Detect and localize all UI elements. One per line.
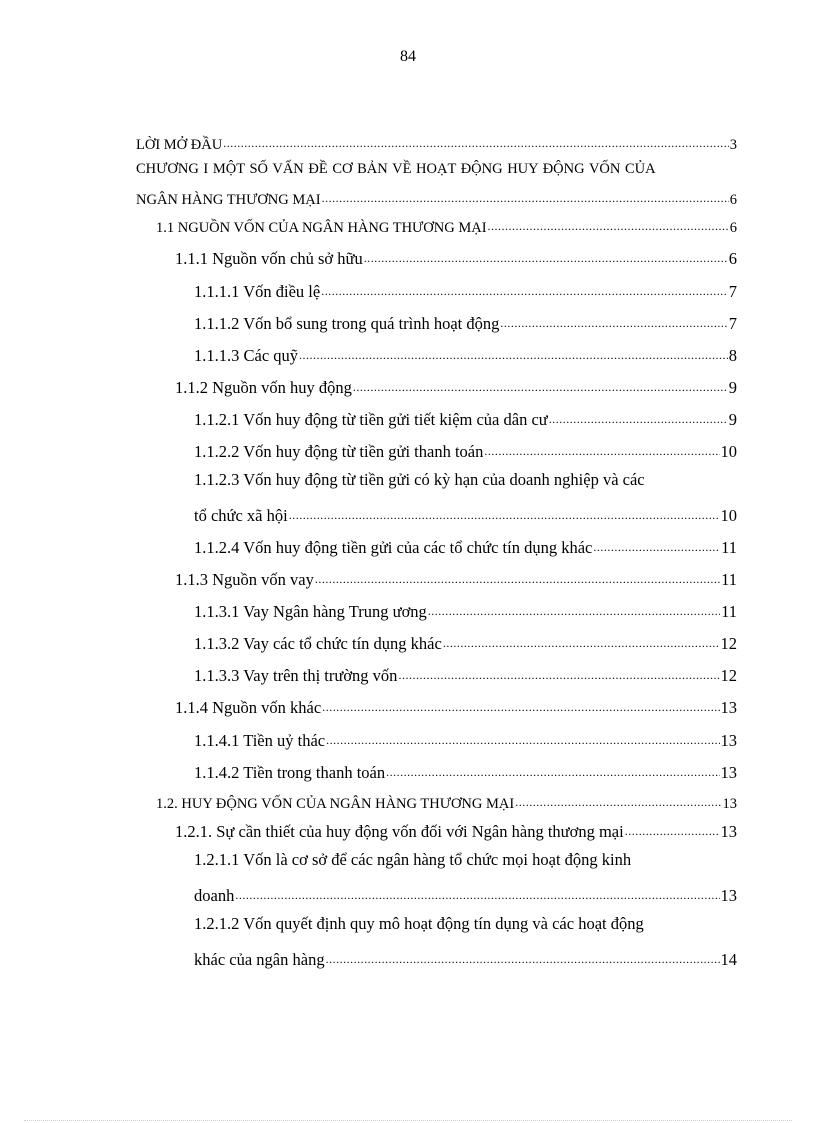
dot-leader	[386, 761, 719, 778]
toc-entry-page: 9	[728, 377, 737, 397]
toc-entry-label: 1.1.1 Nguồn vốn chủ sở hữu	[175, 248, 363, 268]
dot-leader	[321, 280, 728, 297]
toc-entry-page: 10	[720, 441, 737, 461]
toc-entry-chuong-1[interactable]	[136, 189, 737, 207]
toc-entry-label: 1.1.1.3 Các quỹ	[194, 345, 299, 365]
toc-entry-label: 1.1.4 Nguồn vốn khác	[175, 697, 322, 717]
toc-entry-1-1-2[interactable]	[175, 376, 737, 396]
toc-entry-1-2-1-1-line1[interactable]: 1.2.1.1 Vốn là cơ sở để các ngân hàng tổ chức mọi hoạt động kinh	[194, 850, 632, 869]
toc-entry-1-2-1-2[interactable]	[194, 948, 737, 968]
toc-entry-label: NGÂN HÀNG THƯƠNG MẠI	[136, 191, 321, 208]
toc-entry-1-1-1-2[interactable]	[194, 312, 737, 332]
toc-entry-1-1-2-1[interactable]	[194, 408, 737, 428]
dot-leader	[299, 344, 728, 361]
toc-entry-page: 13	[720, 762, 737, 782]
toc-entry-1-1-3-1[interactable]	[194, 600, 737, 620]
dot-leader	[364, 247, 728, 264]
toc-entry-page: 6	[728, 248, 737, 268]
dot-leader	[322, 696, 719, 713]
toc-entry-page: 13	[720, 730, 737, 750]
toc-entry-page: 9	[728, 409, 737, 429]
toc-entry-1-2-1-2-line1[interactable]: 1.2.1.2 Vốn quyết định quy mô hoạt động tín dụng và các hoạt động	[194, 914, 644, 933]
toc-entry-page: 11	[721, 537, 737, 557]
toc-entry-1-1-4-1[interactable]	[194, 729, 737, 749]
dot-leader	[353, 376, 728, 393]
toc-entry-1-1-2-4[interactable]	[194, 536, 737, 556]
toc-entry-label: 1.1.1.1 Vốn điều lệ	[194, 281, 321, 301]
toc-entry-1-1-1[interactable]	[175, 247, 737, 267]
toc-entry-1-1-3-2[interactable]	[194, 632, 737, 652]
toc-entry-label: 1.1.3.2 Vay các tổ chức tín dụng khác	[194, 633, 442, 653]
dot-leader	[515, 793, 721, 808]
toc-entry-label: 1.1.2.2 Vốn huy động từ tiền gửi thanh toán	[194, 441, 484, 461]
dot-leader	[428, 600, 720, 617]
dot-leader	[235, 884, 719, 901]
toc-entry-label: LỜI MỞ ĐẦU	[136, 136, 223, 153]
toc-entry-page: 13	[720, 821, 737, 841]
toc-entry-label: 1.1.3 Nguồn vốn vay	[175, 569, 314, 589]
toc-entry-page: 8	[728, 345, 737, 365]
dot-leader	[326, 948, 720, 965]
dot-leader	[398, 664, 719, 681]
toc-entry-label: 1.1.2.1 Vốn huy động từ tiền gửi tiết kiệm của dân cư	[194, 409, 548, 429]
toc-entry-1-1-4-2[interactable]	[194, 761, 737, 781]
toc-entry-page: 14	[720, 949, 737, 969]
toc-entry-1-1-1-1[interactable]	[194, 280, 737, 300]
toc-entry-label: khác của ngân hàng	[194, 949, 325, 969]
toc-entry-label: 1.1.2 Nguồn vốn huy động	[175, 377, 352, 397]
dot-leader	[322, 189, 729, 204]
toc-entry-label: doanh	[194, 885, 235, 905]
dot-leader	[315, 568, 720, 585]
toc-entry-label: 1.1.3.1 Vay Ngân hàng Trung ương	[194, 601, 427, 621]
toc-entry-1-2[interactable]	[156, 793, 737, 811]
toc-entry-label: 1.2. HUY ĐỘNG VỐN CỦA NGÂN HÀNG THƯƠNG MẠI	[156, 795, 515, 812]
toc-entry-label: 1.1 NGUỒN VỐN CỦA NGÂN HÀNG THƯƠNG MẠI	[156, 219, 487, 236]
toc-entry-page: 7	[728, 313, 737, 333]
toc-entry-1-1-1-3[interactable]	[194, 344, 737, 364]
toc-entry-page: 7	[728, 281, 737, 301]
toc-entry-1-1-2-3-line1[interactable]: 1.1.2.3 Vốn huy động từ tiền gửi có kỳ hạn của doanh nghiệp và các	[194, 470, 645, 489]
dot-leader	[484, 440, 719, 457]
dot-leader	[593, 536, 720, 553]
toc-entry-1-1-4[interactable]	[175, 696, 737, 716]
toc-entry-chuong-1-line1[interactable]: CHƯƠNG I MỘT SỐ VẤN ĐỀ CƠ BẢN VỀ HOẠT ĐỘNG HUY ĐỘNG VỐN CỦA	[136, 161, 656, 177]
page-number: 84	[400, 48, 416, 65]
toc-entry-1-1[interactable]	[156, 217, 737, 235]
toc-entry-page: 12	[720, 665, 737, 685]
toc-entry-label: 1.1.3.3 Vay trên thị trường vốn	[194, 665, 398, 685]
toc-entry-label: tổ chức xã hội	[194, 505, 288, 525]
dot-leader	[443, 632, 720, 649]
toc-entry-label: 1.1.4.2 Tiền trong thanh toán	[194, 762, 386, 782]
page-bottom-border	[24, 1120, 792, 1121]
toc-entry-page: 6	[729, 219, 737, 236]
toc-entry-page: 11	[721, 601, 737, 621]
toc-entry-1-1-3[interactable]	[175, 568, 737, 588]
toc-entry-page: 13	[722, 795, 737, 812]
dot-leader	[488, 217, 729, 232]
toc-entry-label: 1.1.4.1 Tiền uỷ thác	[194, 730, 326, 750]
toc-entry-page: 3	[729, 136, 737, 153]
dot-leader	[223, 134, 729, 149]
toc-entry-page: 11	[721, 569, 737, 589]
toc-entry-1-2-1[interactable]	[175, 820, 737, 840]
toc-entry-label: 1.2.1. Sự cần thiết của huy động vốn đối với Ngân hàng thương mại	[175, 821, 624, 841]
toc-entry-page: 13	[720, 697, 737, 717]
toc-entry-1-1-3-3[interactable]	[194, 664, 737, 684]
toc-entry-1-1-2-3[interactable]	[194, 504, 737, 524]
dot-leader	[549, 408, 728, 425]
toc-entry-page: 12	[720, 633, 737, 653]
dot-leader	[500, 312, 727, 329]
toc-entry-page: 6	[729, 191, 737, 208]
toc-entry-page: 13	[720, 885, 737, 905]
dot-leader	[625, 820, 720, 837]
toc-entry-label: 1.1.1.2 Vốn bổ sung trong quá trình hoạt động	[194, 313, 500, 333]
toc-entry-loi-mo-dau[interactable]	[136, 134, 737, 152]
toc-entry-page: 10	[720, 505, 737, 525]
toc-entry-1-2-1-1[interactable]	[194, 884, 737, 904]
toc-entry-1-1-2-2[interactable]	[194, 440, 737, 460]
dot-leader	[326, 729, 719, 746]
toc-entry-label: 1.1.2.4 Vốn huy động tiền gửi của các tổ chức tín dụng khác	[194, 537, 593, 557]
dot-leader	[289, 504, 720, 521]
